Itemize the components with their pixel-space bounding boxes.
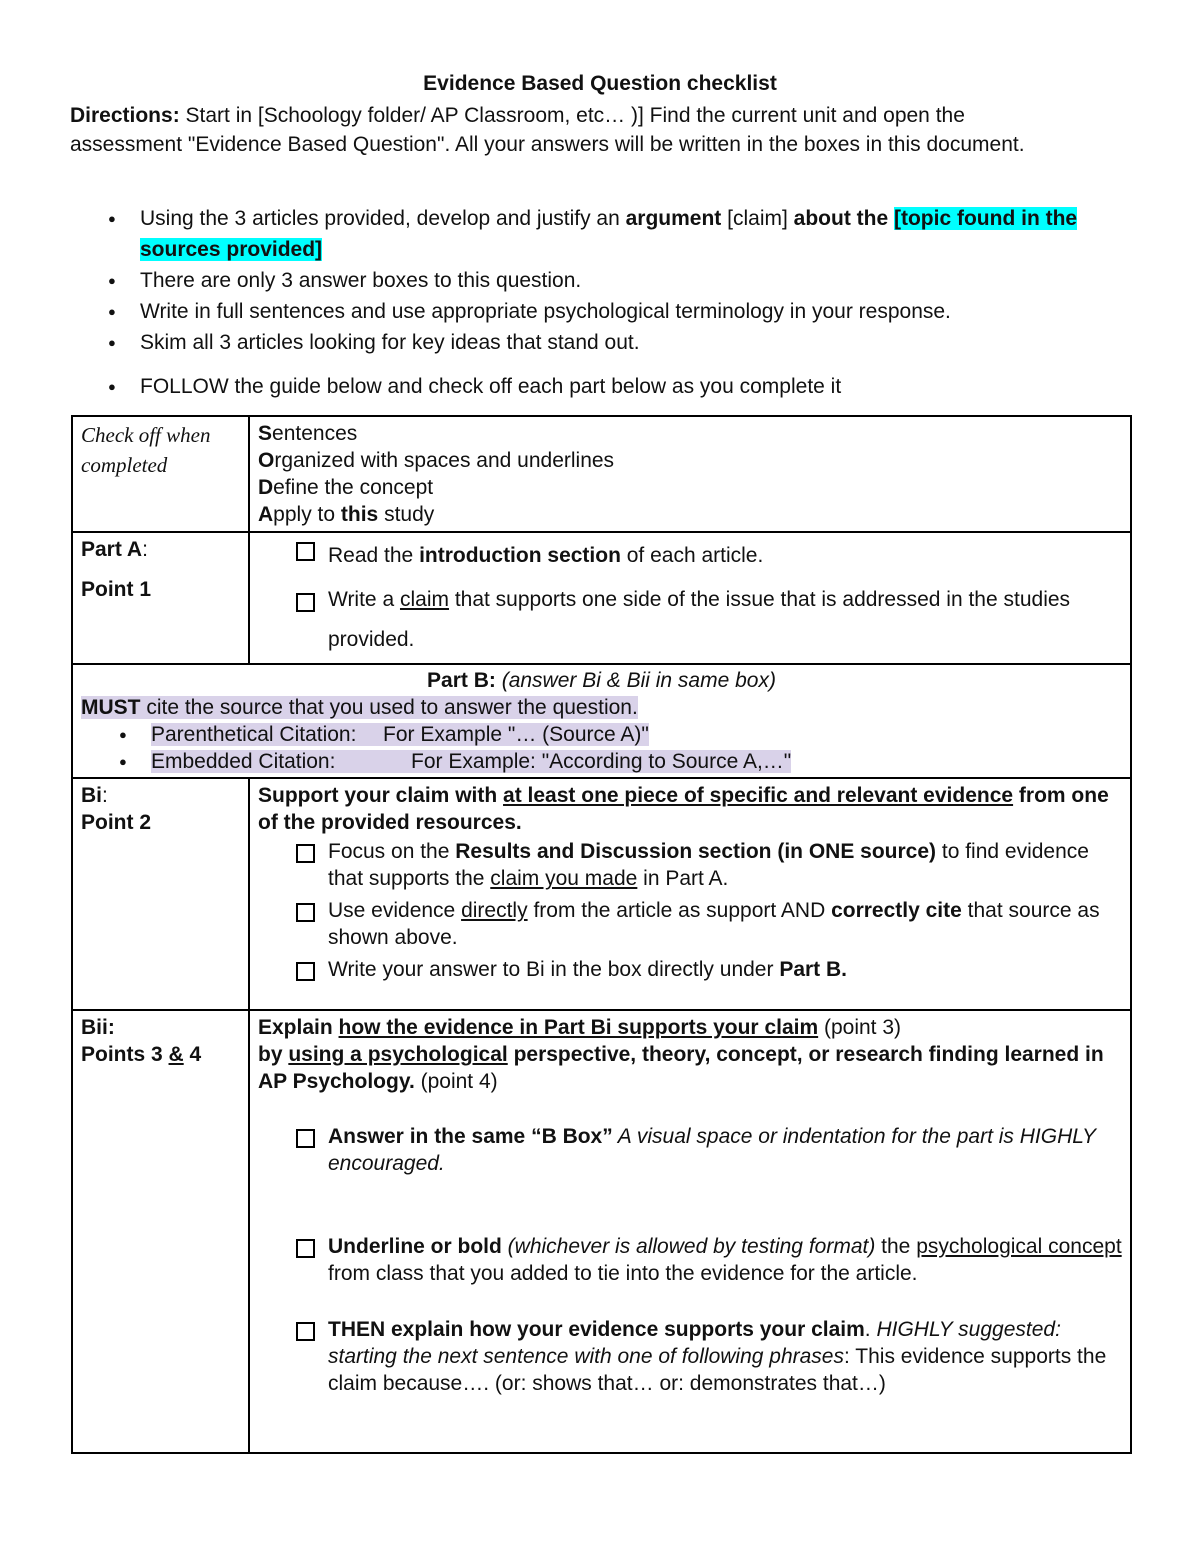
checkbox-icon[interactable]: [296, 1239, 315, 1258]
item-underline: directly: [461, 899, 528, 922]
bii-label: [73, 1011, 248, 1071]
item-text: from the article as support AND: [527, 899, 832, 922]
checklist-item[interactable]: [258, 956, 1122, 983]
citation-example: For Example "… (Source A)": [383, 723, 649, 746]
item-italic: HIGHLY suggested: starting the next sentence with one of following phrases: [328, 1318, 1061, 1368]
checkbox-icon[interactable]: [296, 962, 315, 981]
part-b-note: (answer Bi & Bii in same box): [495, 669, 776, 692]
item-bold: Underline or bold: [328, 1235, 502, 1258]
item-bold: introduction section: [419, 544, 621, 567]
item-underline: psychological concept: [916, 1235, 1122, 1258]
part-b-title: Part B:: [427, 669, 496, 692]
bullet-text: Using the 3 articles provided, develop and justify an: [140, 207, 626, 230]
must-text: cite the source that you used to answer the question.: [140, 696, 638, 719]
item-italic: A visual space or indentation for the part is HIGHLY encouraged.: [328, 1125, 1096, 1175]
checkbox-icon[interactable]: [296, 903, 315, 922]
heading-underline: how the evidence in Part Bi supports your claim: [338, 1016, 819, 1039]
bii-points-amp: &: [168, 1043, 184, 1066]
table-row: [72, 778, 1131, 1010]
item-text: Focus on the: [328, 840, 456, 863]
bii-points: 4: [183, 1043, 202, 1066]
heading-text: by: [258, 1043, 289, 1066]
item-bold: THEN explain how your evidence supports your claim: [328, 1318, 865, 1341]
bii-heading: [258, 1041, 1122, 1095]
item-text: : This evidence supports the claim because…. (or: shows that… or: demonstrates that…): [328, 1345, 1107, 1395]
checkbox-icon[interactable]: [296, 844, 315, 863]
list-item: [81, 721, 1122, 748]
bii-title: Bii:: [81, 1016, 115, 1039]
bi-title: Bi: [81, 784, 102, 807]
soda-letter: O: [258, 449, 275, 472]
table-row: [72, 664, 1131, 778]
soda-legend: [250, 417, 1130, 531]
part-b-header: [73, 665, 1130, 777]
bi-label: [73, 779, 248, 839]
item-underline: claim: [399, 588, 449, 611]
list-item: [70, 203, 1130, 265]
part-a-colon: :: [142, 538, 148, 561]
item-text: the: [875, 1235, 917, 1258]
item-text: .: [864, 1318, 877, 1341]
soda-letter: S: [258, 422, 273, 445]
bi-heading: [258, 782, 1122, 836]
part-a-label: [73, 533, 248, 606]
part-a-point: Point 1: [81, 578, 152, 601]
item-text: that source as shown above.: [328, 899, 1100, 949]
checklist-item[interactable]: [258, 536, 1122, 576]
heading-text: perspective, theory, concept, or research finding learned in AP Psychology.: [258, 1043, 1104, 1093]
item-text: that supports one side of the issue that is addressed in the studies provided.: [328, 588, 1071, 651]
bullet-text: There are only 3 answer boxes to this question.: [140, 269, 582, 292]
bi-point: Point 2: [81, 811, 152, 834]
item-bold: Part B.: [779, 958, 848, 981]
bullet-text: FOLLOW the guide below and check off each part below as you complete it: [140, 375, 842, 398]
bii-points: Points 3: [81, 1043, 169, 1066]
part-a-title: Part A: [81, 538, 143, 561]
item-text: from class that you added to tie into the evidence for the article.: [328, 1262, 918, 1285]
table-row: [72, 532, 1131, 664]
soda-letter: D: [258, 476, 274, 499]
heading-text: Support your claim with: [258, 784, 504, 807]
item-underline: claim you made: [490, 867, 638, 890]
item-bold: Results and Discussion section (in ONE source): [455, 840, 937, 863]
item-text: in Part A.: [637, 867, 729, 890]
instruction-list: [70, 203, 1130, 402]
table-row: [72, 416, 1131, 532]
item-text: Read the: [328, 544, 420, 567]
check-off-label: Check off when completed: [81, 423, 211, 477]
heading-underline: at least one piece of specific and relevant evidence: [503, 784, 1014, 807]
bullet-text: Skim all 3 articles looking for key ideas that stand out.: [140, 331, 640, 354]
item-bold: Answer in the same “B Box”: [328, 1125, 613, 1148]
soda-bold: this: [340, 503, 379, 526]
citation-label: Parenthetical Citation:: [151, 723, 357, 746]
must-label: MUST: [81, 696, 141, 719]
list-item: [81, 748, 1122, 775]
table-row: [72, 1010, 1131, 1453]
item-text: to find evidence that supports the: [328, 840, 1089, 890]
item-italic: (whichever is allowed by testing format): [501, 1235, 876, 1258]
soda-text: pply to: [273, 503, 341, 526]
item-text: Write your answer to Bi in the box directly under: [328, 958, 780, 981]
checkbox-icon[interactable]: [296, 1322, 315, 1341]
directions-text: Start in [Schoology folder/ AP Classroom, etc… )] Find the current unit and open the assessment "Evidence Based Question". All your answers will be written in the boxes in this document.: [70, 104, 1025, 156]
item-text: Use evidence: [328, 899, 462, 922]
citation-label: Embedded Citation:: [151, 750, 336, 773]
citation-example: For Example: "According to Source A,…": [411, 750, 792, 773]
soda-text: study: [378, 503, 435, 526]
checklist-item[interactable]: [258, 897, 1122, 951]
list-item: [70, 265, 1130, 296]
list-item: [70, 327, 1130, 358]
heading-text: Explain: [258, 1016, 339, 1039]
checklist-table: [71, 415, 1132, 1454]
item-text: Write a: [328, 588, 400, 611]
list-item: [70, 371, 1130, 402]
item-text: of each article.: [620, 544, 764, 567]
bullet-text: Write in full sentences and use appropriate psychological terminology in your response.: [140, 300, 951, 323]
directions-label: Directions:: [70, 104, 180, 127]
checklist-item[interactable]: [258, 1316, 1122, 1397]
checklist-item[interactable]: [258, 838, 1122, 892]
bullet-bold: about the: [793, 207, 894, 230]
soda-text: rganized with spaces and underlines: [274, 449, 615, 472]
bullet-text: [claim]: [721, 207, 794, 230]
heading-underline: using a psychological: [288, 1043, 508, 1066]
heading-text: from one of the provided resources.: [258, 784, 1109, 834]
checklist-item[interactable]: [258, 1233, 1122, 1287]
checkbox-icon[interactable]: [296, 542, 315, 561]
list-item: [70, 296, 1130, 327]
bullet-bold: argument: [625, 207, 722, 230]
checkbox-icon[interactable]: [296, 1129, 315, 1148]
directions: [70, 102, 1050, 159]
heading-text: (point 4): [414, 1070, 498, 1093]
checkbox-icon[interactable]: [296, 593, 315, 612]
checklist-item[interactable]: [258, 1123, 1122, 1177]
soda-text: efine the concept: [273, 476, 434, 499]
highlighted-topic: [topic found in the sources provided]: [140, 207, 1078, 261]
heading-text: (point 3): [818, 1016, 902, 1039]
soda-text: entences: [272, 422, 358, 445]
checklist-item[interactable]: [258, 580, 1122, 660]
bii-heading: [258, 1014, 1122, 1041]
page-title: Evidence Based Question checklist: [423, 72, 777, 95]
item-bold: correctly cite: [831, 899, 962, 922]
soda-letter: A: [258, 503, 274, 526]
bi-colon: :: [102, 784, 108, 807]
